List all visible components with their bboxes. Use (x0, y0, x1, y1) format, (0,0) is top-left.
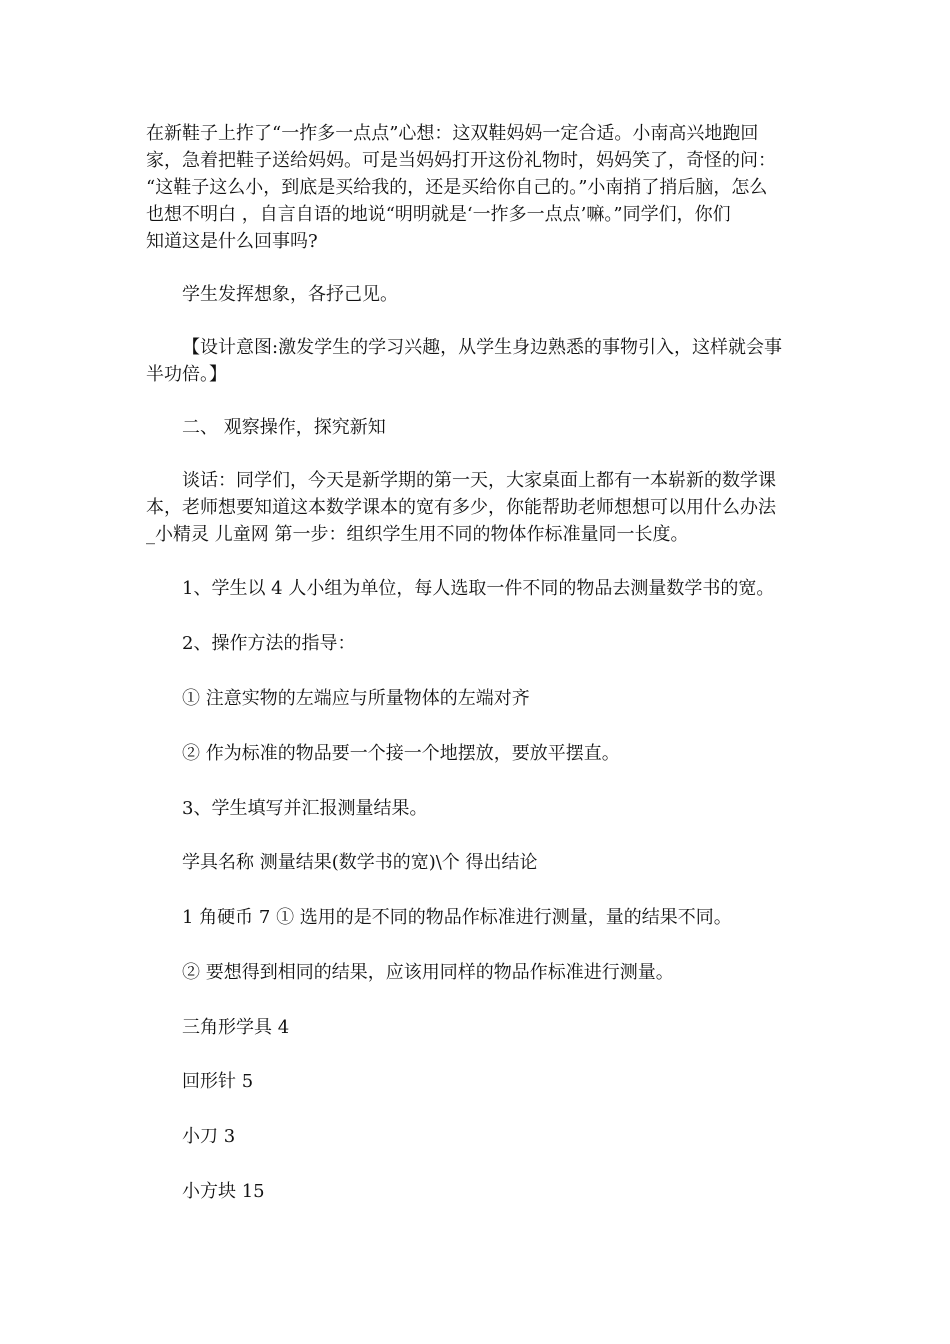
text-line: “这鞋子这么小，到底是买给我的，还是买给你自己的。”小南捎了捎后脑，怎么 (146, 177, 768, 198)
conclusion-line: ② 要想得到相同的结果，应该用同样的物品作标准进行测量。 (182, 962, 674, 983)
text-line: 在新鞋子上拃了“一拃多一点点”心想：这双鞋妈妈一定合适。小南高兴地跑回 (146, 123, 759, 144)
guidance-item: ① 注意实物的左端应与所量物体的左端对齐 (182, 688, 530, 709)
section-heading: 二、 观察操作，探究新知 (182, 417, 386, 438)
table-row: 小刀 3 (182, 1126, 236, 1147)
table-row: 小方块 15 (182, 1181, 265, 1202)
text-line: 也想不明白 ，自言自语的地说“明明就是‘一拃多一点点’嘛。”同学们，你们 (146, 204, 731, 225)
design-intent-line: 半功倍。】 (146, 364, 227, 385)
table-row: 回形针 5 (182, 1071, 254, 1092)
table-row: 1 角硬币 7 ① 选用的是不同的物品作标准进行测量，量的结果不同。 (182, 907, 732, 928)
step-item: 1、学生以 4 人小组为单位，每人选取一件不同的物品去测量数学书的宽。 (182, 578, 775, 599)
text-line: _小精灵 儿童网 第一步：组织学生用不同的物体作标准量同一长度。 (146, 524, 689, 545)
guidance-item: ② 作为标准的物品要一个接一个地摆放，要放平摆直。 (182, 743, 620, 764)
text-line: 谈话：同学们，今天是新学期的第一天，大家桌面上都有一本崭新的数学课 (182, 470, 776, 491)
text-line: 家，急着把鞋子送给妈妈。可是当妈妈打开这份礼物时，妈妈笑了，奇怪的问： (146, 150, 776, 171)
table-row: 三角形学具 4 (182, 1017, 290, 1038)
design-intent-line: 【设计意图:激发学生的学习兴趣，从学生身边熟悉的事物引入，这样就会事 (182, 337, 783, 358)
table-header-line: 学具名称 测量结果(数学书的宽)\个 得出结论 (182, 852, 538, 873)
text-line: 知道这是什么回事吗? (146, 231, 318, 252)
text-line: 本，老师想要知道这本数学课本的宽有多少，你能帮助老师想想可以用什么办法 (146, 497, 776, 518)
text-line: 学生发挥想象，各抒己见。 (182, 284, 398, 305)
step-item: 2、操作方法的指导： (182, 633, 356, 654)
step-item: 3、学生填写并汇报测量结果。 (182, 798, 428, 819)
